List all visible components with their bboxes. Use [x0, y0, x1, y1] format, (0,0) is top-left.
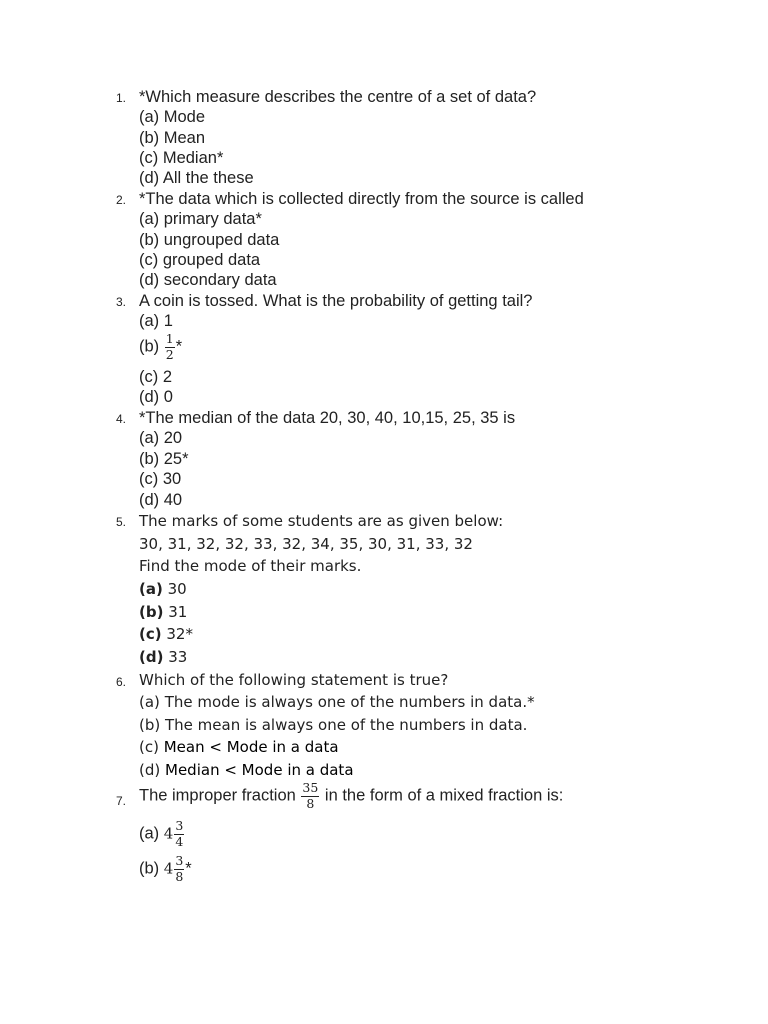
mixed-whole: 4: [163, 824, 174, 843]
option-c: (c) 30: [139, 470, 182, 488]
option-letter: (b): [139, 716, 161, 734]
option-b: [139, 855, 192, 883]
fraction-numerator: 3: [175, 853, 184, 868]
option-letter: (a): [139, 693, 160, 711]
option-text: 30: [167, 580, 187, 598]
fraction-numerator: 1: [165, 331, 174, 346]
option-b: (b) Mean: [139, 129, 206, 147]
option-text: The mean is always one of the numbers in data.: [165, 716, 528, 734]
fraction-denominator: 2: [165, 346, 174, 362]
option-c: [139, 740, 339, 755]
option-text: 31: [168, 603, 188, 621]
option-letter: (d): [139, 648, 164, 666]
option-c: (c) 2: [139, 368, 172, 386]
improper-fraction: [301, 782, 319, 810]
option-letter: (b): [139, 859, 160, 878]
option-b: [139, 605, 187, 620]
fraction-denominator: 8: [175, 868, 184, 884]
question-number: 2.: [116, 193, 127, 207]
option-a: (a) Mode: [139, 108, 206, 126]
question-stem: A coin is tossed. What is the probability of getting tail?: [139, 292, 533, 310]
option-b: [139, 718, 527, 733]
option-b: (b) ungrouped data: [139, 231, 280, 249]
option-a: (a) 20: [139, 429, 183, 447]
option-a: (a) primary data*: [139, 210, 262, 228]
question-stem: The marks of some students are as given below:: [139, 512, 504, 530]
question-number: 4.: [116, 412, 127, 426]
fraction-numerator: 35: [302, 780, 319, 795]
option-text: Median < Mode in a data: [165, 761, 354, 779]
question-number: 7.: [116, 794, 127, 808]
answer-marker: *: [175, 337, 183, 356]
option-a: [139, 582, 187, 597]
stem-text-before: The improper fraction: [139, 786, 296, 805]
option-text: 32*: [166, 625, 193, 643]
option-letter: (c): [139, 738, 159, 756]
stem-text-after: in the form of a mixed fraction is:: [324, 786, 564, 805]
option-letter: (b): [139, 337, 160, 356]
option-letter: (b): [139, 603, 164, 621]
option-d: (d) secondary data: [139, 271, 277, 289]
option-c: [139, 627, 193, 642]
data-values: 30, 31, 32, 32, 33, 32, 34, 35, 30, 31, 33, 32: [139, 535, 473, 553]
option-letter: (d): [139, 761, 161, 779]
option-a: [139, 695, 535, 710]
fraction-numerator: 3: [175, 818, 184, 833]
option-a: (a) 1: [139, 312, 173, 330]
option-a: [139, 820, 185, 848]
option-d: [139, 763, 354, 778]
option-text: Mean < Mode in a data: [163, 738, 339, 756]
question-number: 5.: [116, 515, 127, 529]
option-c: (c) Median*: [139, 149, 224, 167]
option-d: (d) 40: [139, 491, 183, 509]
question-number: 1.: [116, 91, 127, 105]
option-letter: (c): [139, 625, 162, 643]
question-number: 3.: [116, 295, 127, 309]
mixed-whole: 4: [163, 859, 174, 878]
question-prompt: Find the mode of their marks.: [139, 557, 362, 575]
fraction: [165, 333, 175, 361]
option-text: 33: [168, 648, 188, 666]
option-letter: (a): [139, 580, 163, 598]
option-d: [139, 650, 187, 665]
fraction-denominator: 8: [306, 795, 315, 811]
question-stem: *The data which is collected directly from the source is called: [139, 190, 584, 208]
option-b: (b) 25*: [139, 450, 189, 468]
option-b: [139, 333, 182, 361]
option-d: (d) 0: [139, 388, 173, 406]
fraction: [174, 855, 184, 883]
question-stem: *Which measure describes the centre of a set of data?: [139, 88, 537, 106]
option-c: (c) grouped data: [139, 251, 261, 269]
question-stem: *The median of the data 20, 30, 40, 10,15, 25, 35 is: [139, 409, 516, 427]
question-stem: Which of the following statement is true?: [139, 671, 449, 689]
question-stem: [139, 782, 563, 810]
question-number: 6.: [116, 675, 127, 689]
fraction: [174, 820, 184, 848]
answer-marker: *: [185, 859, 192, 878]
option-letter: (a): [139, 824, 160, 843]
option-text: The mode is always one of the numbers in data.*: [164, 693, 535, 711]
fraction-denominator: 4: [175, 833, 184, 849]
option-d: (d) All the these: [139, 169, 254, 187]
